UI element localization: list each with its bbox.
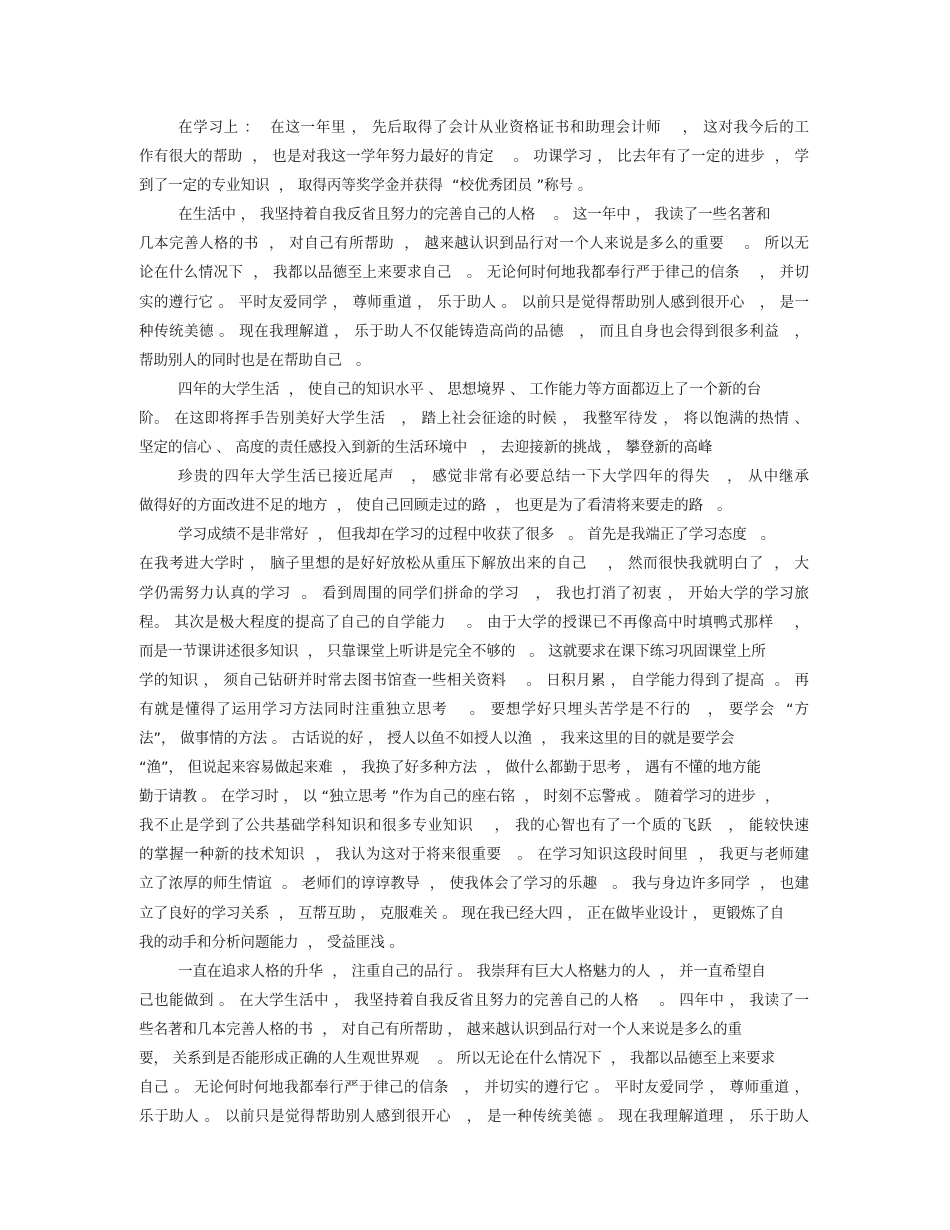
text-line: 作有很大的帮助 ， 也是对我这一学年努力最好的肯定 。 功课学习 ， 比去年有了一定的进步 ， 学	[139, 149, 809, 166]
text-line: 法”， 做事情的方法 。 古话说的好 ， 授人以鱼不如授人以渔 ， 我来这里的目的就是要学会	[139, 730, 735, 747]
text-line: 有就是懂得了运用学习方法同时注重独立思考 。 要想学好只埋头苦学是不行的 ， 要学会 “方	[139, 701, 809, 718]
text-line: 做得好的方面改进不足的地方 ， 使自己回顾走过的路 ， 也更是为了看清将来要走的路 。	[139, 498, 732, 515]
text-line: 实的遵行它 。 平时友爱同学 ， 尊师重道 ， 乐于助人 。 以前只是觉得帮助别人感到很开心 ， 是一	[139, 294, 809, 311]
text-line: 勤于请教 。 在学习时 ， 以 “独立思考 ”作为自己的座右铭 ， 时刻不忘警戒 。 随着学习的进步 ，	[139, 789, 780, 806]
text-line: 论在什么情况下 ， 我都以品德至上来要求自己 。 无论何时何地我都奉行严于律己的信条 ， 并切	[139, 265, 809, 282]
text-line: 而是一节课讲述很多知识 ， 只靠课堂上听讲是完全不够的 。 这就要求在课下练习巩固课堂上所	[139, 643, 766, 660]
text-line: 立了浓厚的师生情谊 。 老师们的谆谆教导 ， 使我体会了学习的乐趣 。 我与身边许多同学 ， 也建	[139, 876, 809, 893]
text-line: 学仍需努力认真的学习 。 看到周围的同学们拼命的学习 ， 我也打消了初衷 ， 开始大学的学习旅	[139, 585, 809, 602]
text-line: 一直在追求人格的升华 ， 注重自己的品行 。 我崇拜有巨大人格魅力的人 ， 并一直希望自	[178, 963, 766, 980]
text-line: 帮助别人的同时也是在帮助自己 。	[139, 352, 371, 369]
text-line: 己也能做到 。 在大学生活中 ， 我坚持着自我反省且努力的完善自己的人格 。 四年中 ， 我读了一	[139, 992, 809, 1009]
text-line: 我的动手和分析问题能力 ， 受益匪浅 。	[139, 934, 404, 951]
text-line: 几本完善人格的书 ， 对自己有所帮助 ， 越来越认识到品行对一个人来说是多么的重要 。 所以无	[139, 236, 809, 253]
text-line: 学的知识 ， 须自己钻研并时常去图书馆查一些相关资料 。 日积月累 ， 自学能力得到了提高 。 再	[139, 672, 809, 689]
text-line: “渔”， 但说起来容易做起来难 ， 我换了好多种方法 ， 做什么都勤于思考 ， 遇有不懂的地方能	[139, 760, 762, 777]
text-line: 珍贵的四年大学生活已接近尾声 ， 感觉非常有必要总结一下大学四年的得失 ， 从中继承	[178, 469, 809, 486]
text-line: 些名著和几本完善人格的书 ， 对自己有所帮助 ， 越来越认识到品行对一个人来说是多么的重	[139, 1021, 743, 1038]
text-line: 坚定的信心 、 高度的责任感投入到新的生活环境中 ， 去迎接新的挑战 ， 攀登新的高峰	[139, 440, 713, 457]
document-body	[139, 114, 809, 1132]
text-line: 乐于助人 。 以前只是觉得帮助别人感到很开心 ， 是一种传统美德 。 现在我理解道理 ， 乐于助人	[139, 1109, 809, 1126]
text-line: 要， 关系到是否能形成正确的人生观世界观 。 所以无论在什么情况下 ， 我都以品德至上来要求	[139, 1051, 775, 1067]
text-line: 自己 。 无论何时何地我都奉行严于律己的信条 ， 并切实的遵行它 。 平时友爱同学 ， 尊师重道 ，	[139, 1080, 809, 1097]
text-line: 到了一定的专业知识 ， 取得丙等奖学金并获得 “校优秀团员 ”称号 。	[139, 178, 593, 195]
text-line: 四年的大学生活 ， 使自己的知识水平 、 思想境界 、 工作能力等方面都迈上了一个新的台	[178, 381, 762, 398]
text-line: 在我考进大学时 ， 脑子里想的是好好放松从重压下解放出来的自己 ， 然而很快我就明白了 ， 大	[139, 556, 809, 573]
text-line: 学习成绩不是非常好 ， 但我却在学习的过程中收获了很多 。 首先是我端正了学习态度 。	[178, 527, 776, 544]
text-line: 立了良好的学习关系 ， 互帮互助 ， 克服难关 。 现在我已经大四 ， 正在做毕业设计 ， 更锻炼了自	[139, 905, 785, 922]
text-line: 在生活中 ， 我坚持着自我反省且努力的完善自己的人格 。 这一年中 ， 我读了一些名著和	[178, 207, 771, 224]
text-line: 我不止是学到了公共基础学科知识和很多专业知识 ， 我的心智也有了一个质的飞跃 ， 能较快速	[139, 818, 809, 835]
text-line: 阶。 在这即将挥手告别美好大学生活 ， 踏上社会征途的时候 ， 我整军待发 ， 将以饱满的热情 、	[139, 410, 809, 427]
text-line: 在学习上 ： 在这一年里 ， 先后取得了会计从业资格证书和助理会计师 ， 这对我今后的工	[178, 120, 809, 136]
text-line: 的掌握一种新的技术知识 ， 我认为这对于将来很重要 。 在学习知识这段时间里 ， 我更与老师建	[139, 847, 809, 864]
text-line: 种传统美德 。 现在我理解道 ， 乐于助人不仅能铸造高尚的品德 ， 而且自身也会得到很多利益 ，	[139, 323, 809, 340]
text-line: 程。 其次是极大程度的提高了自己的自学能力 。 由于大学的授课已不再像高中时填鸭式那样 ，	[139, 614, 809, 631]
